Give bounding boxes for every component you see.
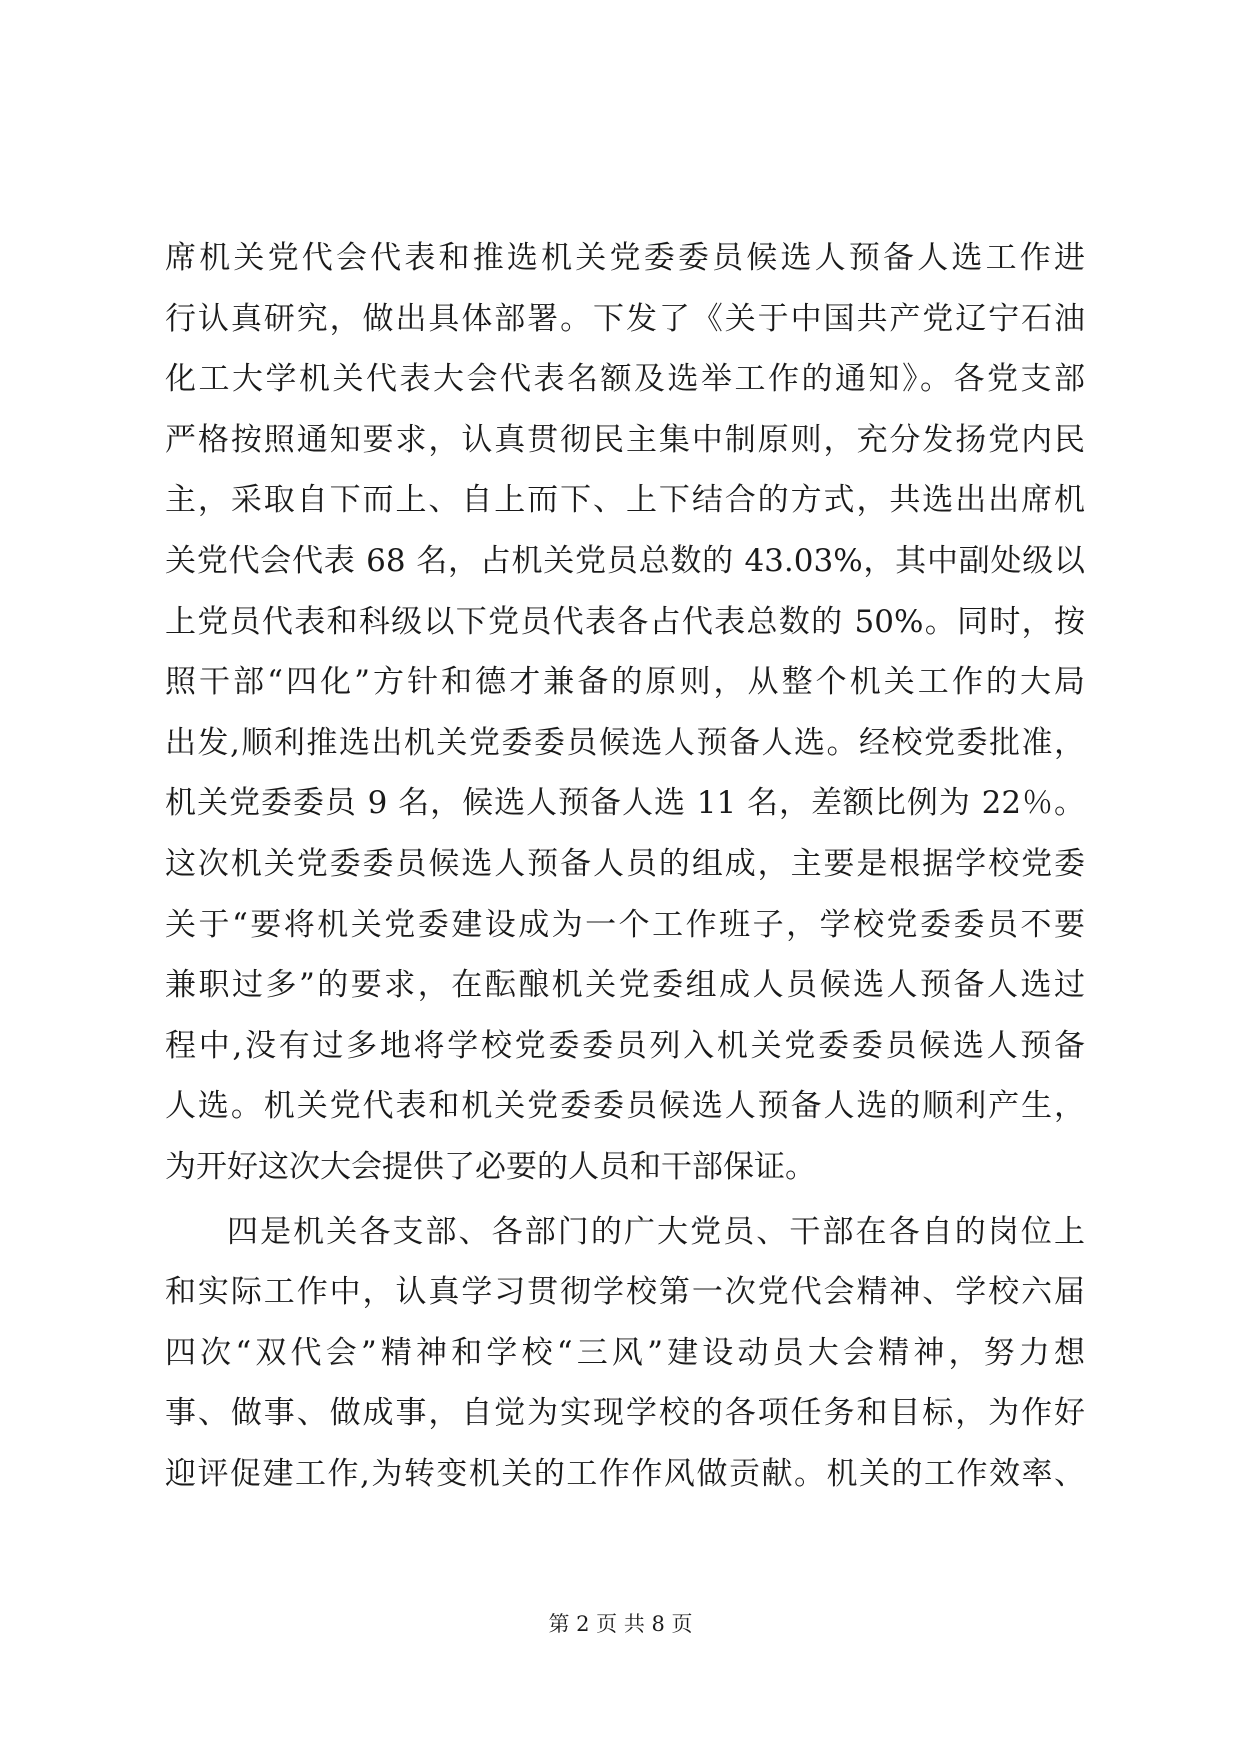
text-line: 行认真研究，做出具体部署。下发了《关于中国共产党辽宁石油 bbox=[165, 300, 1085, 337]
text-line: 上党员代表和科级以下党员代表各占代表总数的 50%。同时，按 bbox=[165, 603, 1085, 640]
text-line: 为开好这次大会提供了必要的人员和干部保证。 bbox=[165, 1148, 816, 1185]
text-line: 主，采取自下而上、自上而下、上下结合的方式，共选出出席机 bbox=[165, 482, 1085, 519]
text-line: 出发,顺利推选出机关党委委员候选人预备人选。经校党委批准， bbox=[165, 724, 1085, 761]
text-line: 严格按照通知要求，认真贯彻民主集中制原则，充分发扬党内民 bbox=[165, 421, 1085, 458]
text-line: 和实际工作中，认真学习贯彻学校第一次党代会精神、学校六届 bbox=[165, 1274, 1085, 1311]
text-line: 程中,没有过多地将学校党委委员列入机关党委委员候选人预备 bbox=[165, 1027, 1085, 1064]
page-number: 第 2 页 共 8 页 bbox=[548, 1612, 693, 1636]
text-line: 机关党委委员 9 名，候选人预备人选 11 名，差额比例为 22％。 bbox=[165, 785, 1085, 822]
text-line: 照干部“四化”方针和德才兼备的原则，从整个机关工作的大局 bbox=[165, 664, 1085, 701]
text-line: 兼职过多”的要求，在酝酿机关党委组成人员候选人预备人选过 bbox=[165, 967, 1085, 1004]
text-line: 事、做事、做成事，自觉为实现学校的各项任务和目标，为作好 bbox=[165, 1395, 1085, 1432]
text-line: 关于“要将机关党委建设成为一个工作班子，学校党委委员不要 bbox=[165, 906, 1085, 943]
text-line: 这次机关党委委员候选人预备人员的组成，主要是根据学校党委 bbox=[165, 845, 1085, 882]
text-line: 迎评促建工作,为转变机关的工作作风做贡献。机关的工作效率、 bbox=[165, 1455, 1085, 1492]
page-footer bbox=[0, 1608, 1241, 1638]
text-line: 化工大学机关代表大会代表名额及选举工作的通知》。各党支部 bbox=[165, 361, 1085, 398]
body-text bbox=[165, 228, 1085, 1504]
text-line: 四次“双代会”精神和学校“三风”建设动员大会精神，努力想 bbox=[165, 1334, 1085, 1371]
text-line: 人选。机关党代表和机关党委委员候选人预备人选的顺利产生， bbox=[165, 1088, 1085, 1125]
text-line: 关党代会代表 68 名，占机关党员总数的 43.03%，其中副处级以 bbox=[165, 542, 1085, 579]
text-line: 席机关党代会代表和推选机关党委委员候选人预备人选工作进 bbox=[165, 240, 1085, 276]
text-line: 四是机关各支部、各部门的广大党员、干部在各自的岗位上 bbox=[227, 1213, 1085, 1250]
